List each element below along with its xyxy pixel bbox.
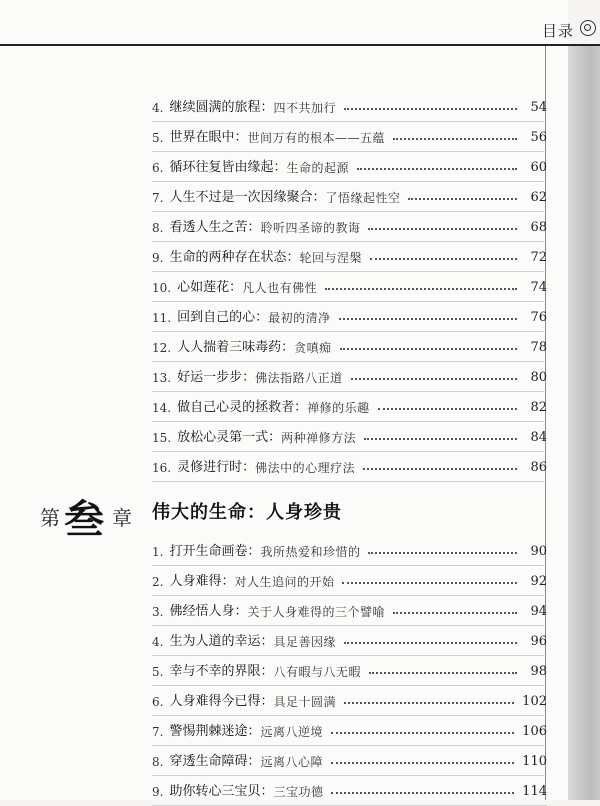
entry-title: 生命的两种存在状态： [169, 250, 300, 265]
entry-number: 9. [152, 785, 164, 799]
dot-leader [369, 664, 517, 674]
page-header [0, 18, 600, 46]
entry-title: 回到自己的心： [177, 310, 269, 325]
entry-page-number: 74 [530, 280, 547, 295]
dot-leader [368, 220, 517, 230]
entry-number: 5. [152, 665, 164, 679]
chapter-suffix: 章 [112, 506, 132, 530]
entry-title: 人人揣着三味毒药： [177, 340, 295, 355]
entry-page-number: 72 [530, 250, 547, 265]
entry-page-number: 110 [522, 754, 547, 769]
toc-entry[interactable] [152, 332, 547, 362]
entry-subtitle: 两种禅修方法 [281, 431, 357, 445]
entry-page-number: 114 [522, 784, 547, 799]
toc-entry[interactable] [152, 92, 547, 122]
toc-entry[interactable] [152, 182, 547, 212]
entry-page-number: 84 [530, 430, 547, 445]
entry-title: 人身难得今已得： [169, 694, 274, 709]
entry-title: 继续圆满的旅程： [169, 100, 274, 115]
toc-entry[interactable] [152, 122, 547, 152]
entry-subtitle: 远离八心障 [260, 755, 323, 769]
entry-page-number: 102 [522, 694, 547, 709]
dot-leader [344, 694, 514, 704]
entry-subtitle: 生命的起源 [286, 161, 349, 175]
toc-entry[interactable] [152, 596, 547, 626]
toc-entry[interactable] [152, 152, 547, 182]
entry-title: 做自己心灵的拯救者： [177, 400, 308, 415]
entry-number: 10. [152, 281, 172, 295]
double-circle-icon [580, 20, 596, 36]
toc-entry[interactable] [152, 272, 547, 302]
toc-entry[interactable] [152, 536, 547, 566]
entry-subtitle: 远离八逆境 [260, 725, 323, 739]
entry-number: 7. [152, 191, 164, 205]
dot-leader [342, 574, 517, 584]
entry-subtitle: 对人生追问的开始 [234, 575, 335, 589]
toc-entry[interactable] [152, 566, 547, 596]
toc-entry[interactable] [152, 656, 547, 686]
entry-title: 灵修进行时： [177, 460, 256, 475]
entry-title: 好运一步步： [177, 370, 256, 385]
entry-number: 7. [152, 725, 164, 739]
entry-title: 幸与不幸的界限： [169, 664, 274, 679]
entry-subtitle: 佛法指路八正道 [255, 371, 343, 385]
entry-subtitle: 关于人身难得的三个譬喻 [247, 605, 385, 619]
entry-subtitle: 贪嗔痴 [294, 341, 332, 355]
entry-title: 人生不过是一次因缘聚合： [169, 190, 326, 205]
entry-number: 11. [152, 311, 172, 325]
entry-title: 人身难得： [169, 574, 235, 589]
toc-entry[interactable] [152, 302, 547, 332]
entry-page-number: 90 [530, 544, 547, 559]
entry-page-number: 54 [530, 100, 547, 115]
entry-title: 世界在眼中： [169, 130, 248, 145]
entry-page-number: 62 [530, 190, 547, 205]
entry-page-number: 106 [522, 724, 547, 739]
entry-subtitle: 佛法中的心理疗法 [255, 461, 356, 475]
page-edge-shadow [568, 46, 600, 800]
dot-leader [331, 724, 514, 734]
toc-entry[interactable] [152, 716, 547, 746]
dot-leader [378, 400, 517, 410]
dot-leader [339, 310, 517, 320]
entry-page-number: 92 [530, 574, 547, 589]
entry-number: 5. [152, 131, 164, 145]
entry-number: 15. [152, 431, 172, 445]
entry-title: 看透人生之苦： [169, 220, 261, 235]
entry-number: 8. [152, 221, 164, 235]
toc-entry[interactable] [152, 452, 547, 482]
entry-page-number: 80 [530, 370, 547, 385]
entry-number: 6. [152, 161, 164, 175]
entry-subtitle: 了悟缘起性空 [325, 191, 401, 205]
dot-leader [364, 430, 517, 440]
entry-title: 警惕荆棘迷途： [169, 724, 261, 739]
dot-leader [331, 754, 514, 764]
entry-subtitle: 凡人也有佛性 [242, 281, 318, 295]
entry-page-number: 76 [530, 310, 547, 325]
entry-number: 8. [152, 755, 164, 769]
dot-leader [344, 100, 517, 110]
entry-subtitle: 世间万有的根本——五蕴 [247, 131, 385, 145]
toc-entry[interactable] [152, 362, 547, 392]
dot-leader [370, 250, 517, 260]
entry-subtitle: 聆听四圣谛的教诲 [260, 221, 361, 235]
entry-number: 4. [152, 101, 164, 115]
entry-page-number: 56 [530, 130, 547, 145]
entry-page-number: 86 [530, 460, 547, 475]
entry-page-number: 82 [530, 400, 547, 415]
chapter-heading [40, 488, 160, 543]
chapter-number: 叁 [64, 496, 104, 543]
entry-number: 9. [152, 251, 164, 265]
entry-number: 6. [152, 695, 164, 709]
entry-title: 生为人道的幸运： [169, 634, 274, 649]
entry-subtitle: 轮回与涅槃 [299, 251, 362, 265]
dot-leader [340, 340, 517, 350]
dot-leader [344, 634, 517, 644]
entry-page-number: 60 [530, 160, 547, 175]
entry-subtitle: 四不共加行 [273, 101, 336, 115]
entry-subtitle: 最初的清净 [268, 311, 331, 325]
toc-entry[interactable] [152, 686, 547, 716]
toc-entry[interactable] [152, 626, 547, 656]
entry-title: 佛经悟人身： [169, 604, 248, 619]
dot-leader [325, 280, 517, 290]
toc-section-two [152, 536, 547, 806]
entry-number: 12. [152, 341, 172, 355]
entry-page-number: 78 [530, 340, 547, 355]
dot-leader [351, 370, 517, 380]
chapter-prefix: 第 [40, 506, 60, 530]
entry-title: 打开生命画卷： [169, 544, 261, 559]
entry-title: 穿透生命障碍： [169, 754, 261, 769]
entry-number: 16. [152, 461, 172, 475]
chapter-title: 伟大的生命：人身珍贵 [152, 502, 342, 523]
header-title: 目录 [541, 22, 574, 40]
entry-number: 2. [152, 575, 164, 589]
toc-entry[interactable] [152, 746, 547, 776]
entry-title: 放松心灵第一式： [177, 430, 282, 445]
entry-subtitle: 具足十圆满 [273, 695, 336, 709]
entry-page-number: 96 [530, 634, 547, 649]
entry-number: 13. [152, 371, 172, 385]
entry-page-number: 68 [530, 220, 547, 235]
entry-subtitle: 禅修的乐趣 [307, 401, 370, 415]
toc-entry[interactable] [152, 212, 547, 242]
dot-leader [393, 604, 517, 614]
entry-page-number: 94 [530, 604, 547, 619]
entry-subtitle: 我所热爱和珍惜的 [260, 545, 361, 559]
toc-entry[interactable] [152, 776, 547, 806]
dot-leader [331, 784, 514, 794]
toc-entry[interactable] [152, 422, 547, 452]
entry-page-number: 98 [530, 664, 547, 679]
entry-title: 循环往复皆由缘起： [169, 160, 287, 175]
dot-leader [393, 130, 517, 140]
entry-number: 14. [152, 401, 172, 415]
entry-title: 助你转心三宝贝： [169, 784, 274, 799]
dot-leader [357, 160, 517, 170]
entry-title: 心如莲花： [177, 280, 243, 295]
toc-entry[interactable] [152, 392, 547, 422]
dot-leader [368, 544, 517, 554]
toc-entry[interactable] [152, 242, 547, 272]
entry-subtitle: 八有暇与八无暇 [273, 665, 361, 679]
header-rule [0, 44, 600, 46]
entry-number: 4. [152, 635, 164, 649]
entry-subtitle: 三宝功德 [273, 785, 324, 799]
entry-number: 3. [152, 605, 164, 619]
entry-subtitle: 具足善因缘 [273, 635, 336, 649]
entry-number: 1. [152, 545, 164, 559]
dot-leader [363, 460, 517, 470]
toc-section-one [152, 92, 547, 482]
dot-leader [408, 190, 517, 200]
